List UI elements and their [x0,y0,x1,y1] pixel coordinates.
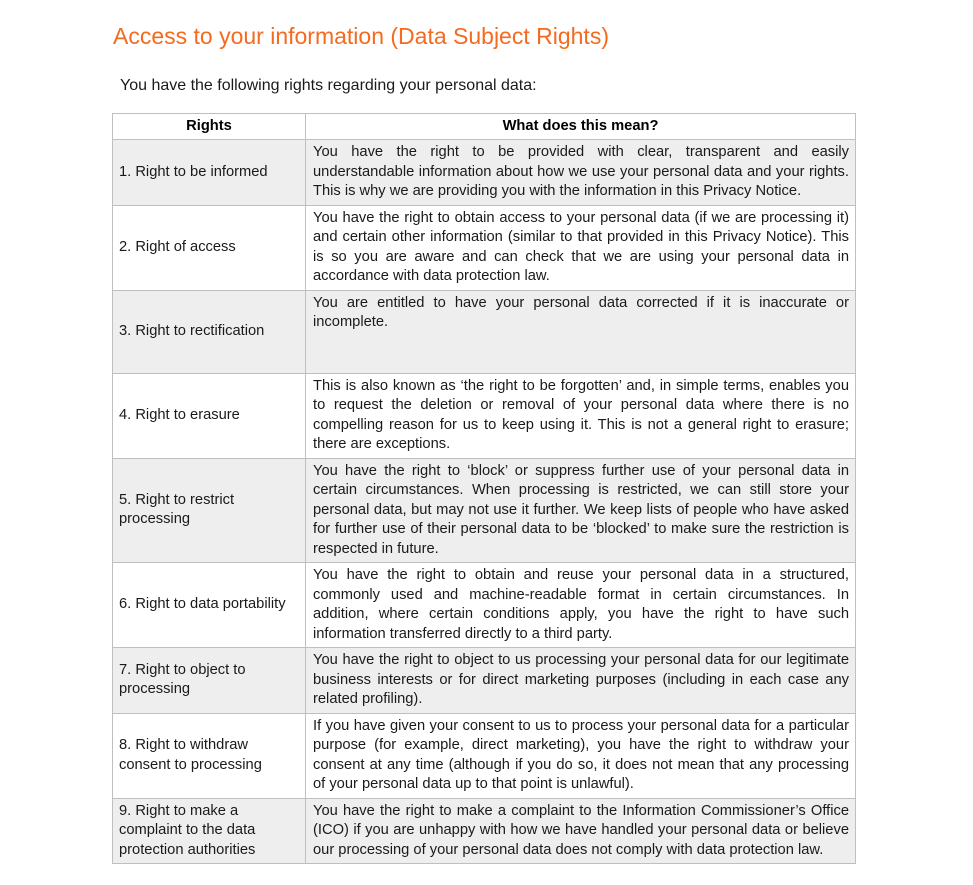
right-name-cell: 7. Right to object to processing [113,648,306,714]
table-header-rights: Rights [113,114,306,140]
table-row [113,140,856,206]
rights-table [112,113,856,864]
right-name-cell: 1. Right to be informed [113,140,306,206]
meaning-cell: This is also known as ‘the right to be forgotten’ and, in simple terms, enables you to request the deletion or removal of your personal data where there is no compelling reason for us to keep using it. This is not a general right to erasure; there are exceptions. [306,373,856,458]
intro-text: You have the following rights regarding your personal data: [120,77,537,94]
table-row [113,713,856,798]
meaning-cell: You have the right to ‘block’ or suppress further use of your personal data in certain circumstances. When processing is restricted, we can still store your personal data, but may not use it further. We keep lists of people who have asked for further use of their personal data to be ‘blocked’ to make sure the restriction is respected in future. [306,458,856,563]
table-header-meaning: What does this mean? [306,114,856,140]
right-name-cell: 3. Right to rectification [113,290,306,373]
meaning-cell: You are entitled to have your personal data corrected if it is inaccurate or incomplete. [306,290,856,373]
right-name-cell: 5. Right to restrict processing [113,458,306,563]
table-row [113,458,856,563]
meaning-cell: You have the right to obtain and reuse your personal data in a structured, commonly used and machine-readable format in certain circumstances. In addition, where certain conditions apply, you have the right to have such information transferred directly to a third party. [306,563,856,648]
meaning-cell: You have the right to make a complaint to the Information Commissioner’s Office (ICO) if you are unhappy with how we have handled your personal data or believe our processing of your personal data does not comply with data protection law. [306,798,856,864]
meaning-cell: You have the right to object to us processing your personal data for our legitimate business interests or for direct marketing purposes (including in each case any related profiling). [306,648,856,714]
right-name-cell: 8. Right to withdraw consent to processing [113,713,306,798]
table-row [113,373,856,458]
right-name-cell: 6. Right to data portability [113,563,306,648]
table-row [113,290,856,373]
table-row [113,798,856,864]
table-header-row [113,114,856,140]
meaning-cell: You have the right to be provided with clear, transparent and easily understandable information about how we use your personal data and your rights. This is why we are providing you with the information in this Privacy Notice. [306,140,856,206]
right-name-cell: 2. Right of access [113,205,306,290]
meaning-cell: If you have given your consent to us to process your personal data for a particular purpose (for example, direct marketing), you have the right to withdraw your consent at any time (although if you do so, it does not mean that any processing of your personal data up to that point is unlawful). [306,713,856,798]
right-name-cell: 4. Right to erasure [113,373,306,458]
page-title: Access to your information (Data Subject Rights) [113,23,609,50]
table-row [113,648,856,714]
right-name-cell: 9. Right to make a complaint to the data protection authorities [113,798,306,864]
meaning-cell: You have the right to obtain access to your personal data (if we are processing it) and certain other information (similar to that provided in this Privacy Notice). This is so you are aware and can check that we are using your personal data in accordance with data protection law. [306,205,856,290]
table-row [113,205,856,290]
table-row [113,563,856,648]
